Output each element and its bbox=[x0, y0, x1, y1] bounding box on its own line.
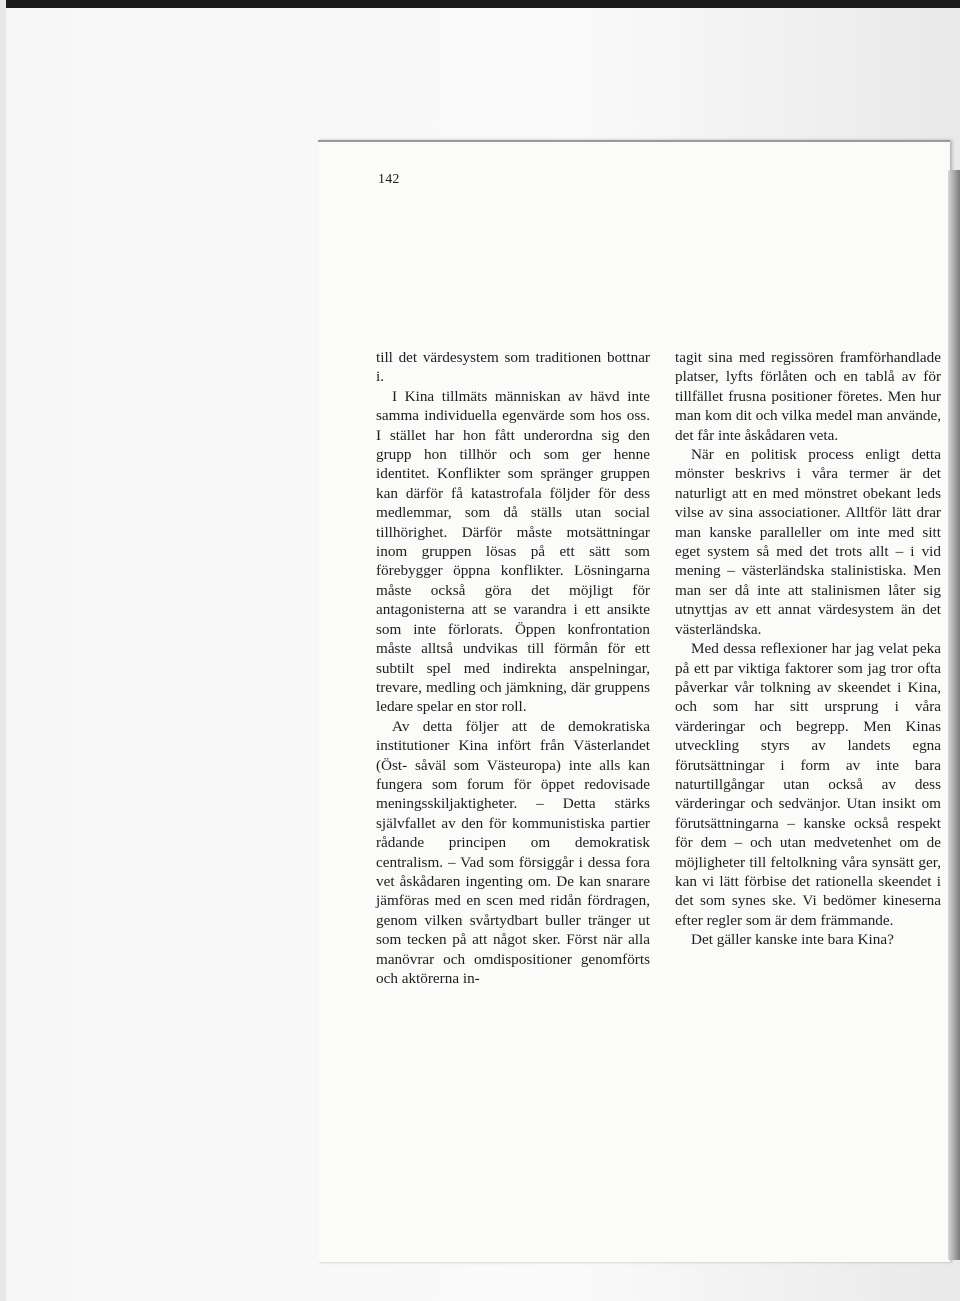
scan-left-margin bbox=[0, 0, 6, 1301]
right-paragraph-4: Det gäller kanske inte bara Kina? bbox=[691, 931, 894, 949]
right-text-column bbox=[675, 348, 941, 950]
right-paragraph-3: Med dessa reflexioner har jag velat peka på ett par viktiga faktorer som jag tror ofta påverkar vår tolkning av skeendet i Kina, och som har sitt ursprung i våra värderingar och begrepp. Men Kinas utveckling styrs av landets egna förutsättningar i form av inte bara naturtillgångar utan också av dess värderingar och sedvänjor. Utan insikt om förutsättningarna – kanske också respekt för dem – och utan medvetenhet om de möjligheter till feltolkning våra synsätt ger, kan vi lätt förbise det rationella skeendet i det som synes ske. Vi bedömer kineserna efter regler som är dem främmande. bbox=[675, 640, 941, 929]
page-edge-shadow bbox=[948, 170, 960, 1260]
page-number: 142 bbox=[378, 172, 400, 187]
left-paragraph-3: Av detta följer att de demokratiska institutioner Kina infört från Västerlandet (Öst- såväl som Västeuropa) inte alls kan fungera som forum för öppet redovisade meningsskiljaktigheter. – Detta stärks självfallet av den för kommunistiska partier rådande principen om demokratisk centralism. – Vad som försiggår i dessa fora vet åskådaren ingenting om. De kan snarare jämföras med en scen med ridån fördragen, genom vilken svårtydbart buller tränger ut som tecken på att något sker. Först när alla manövrar och omdispositioner genomförts och aktörerna in- bbox=[376, 717, 650, 987]
right-paragraph-2: När en politisk process enligt detta mönster beskrivs i våra termer är det naturligt att en med mönstret obekant leds vilse av sina associationer. Alltför lätt drar man kanske paralleller om inte med sitt eget system så med det trots allt – i vid mening – västerländska stalinistiska. Men man ser då inte att stalinismen låter sig utnyttjas av ett annat värdesystem än det västerländska. bbox=[675, 446, 941, 638]
scan-top-border bbox=[0, 0, 960, 8]
book-page bbox=[318, 140, 950, 1262]
right-paragraph-1: tagit sina med regissören framförhandlade platser, lyfts förlåten och en tablå av för tillfället frusna positioner företes. Men hur man kom dit och vilka medel man använde, det får inte åskådaren veta. bbox=[675, 349, 941, 444]
left-paragraph-1: till det värdesystem som traditionen bottnar i. bbox=[376, 349, 650, 386]
left-text-column bbox=[376, 348, 650, 988]
left-paragraph-2: I Kina tillmäts människan av hävd inte samma individuella egenvärde som hos oss. I stället har hon fått underordna sig den grupp hon tillhör och som ger henne identitet. Konflikter som spränger gruppen kan därför få katastrofala följder för dess medlemmar, som då ställs utan social tillhörighet. Därför måste motsättningar inom gruppen lösas på ett sätt som förebygger öppna konflikter. Lösningarna måste också göra det möjligt för antagonisterna att se varandra i ett ansikte som inte förlorats. Öppen konfrontation måste alltså undvikas till förmån för ett subtilt spel med indirekta anspelningar, trevare, medling och jämkning, där gruppens ledare spelar en stor roll. bbox=[376, 387, 650, 716]
